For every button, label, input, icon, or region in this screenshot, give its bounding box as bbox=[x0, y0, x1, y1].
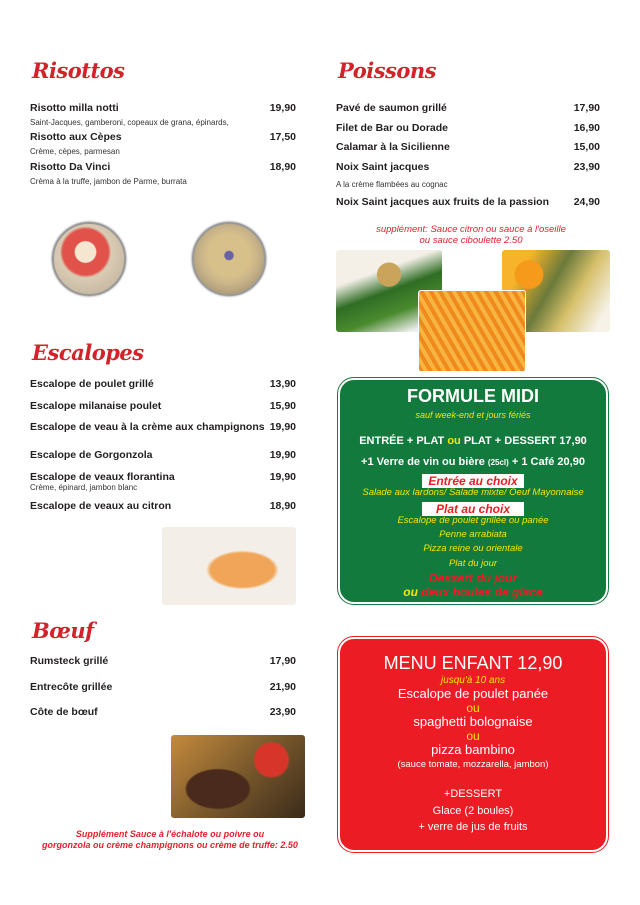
item-name: Noix Saint jacques bbox=[336, 161, 430, 173]
enfant-or: ou bbox=[466, 701, 480, 715]
menu-item bbox=[30, 378, 296, 390]
item-name: Pavé de saumon grillé bbox=[336, 102, 447, 114]
text: PLAT + DESSERT 17,90 bbox=[460, 435, 587, 447]
menu-item bbox=[30, 400, 296, 412]
item-price: 19,90 bbox=[269, 102, 296, 114]
heading-poissons: Poissons bbox=[338, 58, 436, 83]
enfant-glace: Glace (2 boules) bbox=[432, 805, 514, 817]
menu-item bbox=[30, 421, 296, 433]
item-name: Rumsteck grillé bbox=[30, 655, 109, 667]
item-name: Risotto milla notti bbox=[30, 102, 119, 114]
menu-item bbox=[30, 131, 296, 143]
text: Plat au choix bbox=[422, 502, 524, 516]
text: + 1 Café 20,90 bbox=[508, 456, 585, 468]
menu-item bbox=[336, 196, 600, 208]
menu-item bbox=[30, 161, 296, 173]
item-price: 15,00 bbox=[573, 141, 600, 153]
enfant-or: ou bbox=[466, 729, 480, 743]
risotto-photo-1 bbox=[52, 222, 126, 296]
item-price: 18,90 bbox=[269, 500, 296, 512]
supplement-line: Supplément Sauce à l'échalote ou poivre ou bbox=[75, 829, 265, 839]
item-desc: Saint-Jacques, gamberoni, copeaux de grana, épinards, bbox=[30, 118, 229, 127]
text: ou bbox=[403, 585, 418, 599]
plat-option: Penne arrabiata bbox=[439, 529, 507, 540]
plat-option: Escalope de poulet grillée ou panée bbox=[397, 515, 549, 526]
risotto-photo-2 bbox=[192, 222, 266, 296]
menu-item bbox=[30, 102, 296, 114]
menu-item bbox=[336, 102, 600, 114]
supplement-line: supplément: Sauce citron ou sauce à l'oseille bbox=[376, 224, 566, 235]
item-price: 17,90 bbox=[573, 102, 600, 114]
escalope-photo bbox=[162, 527, 296, 605]
supplement-line: ou sauce ciboulette 2.50 bbox=[419, 235, 523, 246]
item-name: Escalope de Gorgonzola bbox=[30, 449, 153, 461]
item-desc: Crèma à la truffe, jambon de Parme, burrata bbox=[30, 177, 187, 186]
text: ENTRÉE + PLAT bbox=[359, 435, 448, 447]
item-price: 23,90 bbox=[269, 706, 296, 718]
menu-item bbox=[30, 681, 296, 693]
heading-escalopes: Escalopes bbox=[32, 340, 144, 365]
item-name: Escalope milanaise poulet bbox=[30, 400, 162, 412]
item-name: Escalope de poulet grillé bbox=[30, 378, 154, 390]
enfant-choice: Escalope de poulet panée bbox=[397, 686, 549, 701]
enfant-choice: spaghetti bolognaise bbox=[413, 714, 533, 729]
formule-subtitle: sauf week-end et jours fériés bbox=[415, 410, 531, 420]
enfant-choice: pizza bambino bbox=[431, 742, 515, 757]
heading-risottos: Risottos bbox=[32, 58, 125, 83]
item-price: 13,90 bbox=[269, 378, 296, 390]
item-name: Escalope de veau à la crème aux champignons bbox=[30, 421, 265, 433]
item-price: 17,50 bbox=[269, 131, 296, 143]
text: Entrée au choix bbox=[422, 474, 523, 488]
item-price: 17,90 bbox=[269, 655, 296, 667]
plat-option: Plat du jour bbox=[448, 558, 498, 569]
menu-item bbox=[336, 122, 600, 134]
enfant-title: MENU ENFANT 12,90 bbox=[383, 653, 563, 673]
heading-boeuf: Bœuf bbox=[32, 618, 94, 643]
boeuf-supplement bbox=[20, 829, 320, 851]
item-name: Côte de bœuf bbox=[30, 706, 98, 718]
item-desc: Crème, épinard, jambon blanc bbox=[30, 483, 138, 492]
item-price: 19,90 bbox=[269, 471, 296, 483]
menu-item bbox=[30, 706, 296, 718]
item-desc: A la crème flambées au cognac bbox=[336, 180, 448, 189]
item-price: 21,90 bbox=[269, 681, 296, 693]
text: ou bbox=[447, 435, 461, 447]
formule-line-2 bbox=[340, 456, 606, 468]
item-price: 24,90 bbox=[573, 196, 600, 208]
menu-item bbox=[30, 471, 296, 483]
menu-item bbox=[30, 500, 296, 512]
fish-photo-2 bbox=[418, 290, 526, 372]
menu-item bbox=[336, 161, 600, 173]
formule-title: FORMULE MIDI bbox=[407, 386, 539, 406]
item-price: 19,90 bbox=[269, 449, 296, 461]
item-name: Entrecôte grillée bbox=[30, 681, 113, 693]
text: +1 Verre de vin ou bière bbox=[361, 456, 488, 468]
item-price: 16,90 bbox=[573, 122, 600, 134]
item-name: Calamar à la Sicilienne bbox=[336, 141, 450, 153]
poissons-supplement bbox=[336, 224, 606, 246]
enfant-choice-desc: (sauce tomate, mozzarella, jambon) bbox=[397, 759, 549, 770]
enfant-subtitle: jusqu'à 10 ans bbox=[440, 675, 506, 686]
item-name: Filet de Bar ou Dorade bbox=[336, 122, 449, 134]
dessert: Dessert du jour bbox=[428, 571, 518, 585]
menu-enfant-box bbox=[338, 637, 608, 852]
item-name: Risotto Da Vinci bbox=[30, 161, 111, 173]
item-price: 18,90 bbox=[269, 161, 296, 173]
item-name: Escalope de veaux au citron bbox=[30, 500, 172, 512]
item-name: Risotto aux Cèpes bbox=[30, 131, 122, 143]
item-price: 19,90 bbox=[269, 421, 296, 433]
menu-item bbox=[30, 449, 296, 461]
plat-option: Pizza reine ou orientale bbox=[423, 543, 523, 554]
text: deux boules de glace bbox=[417, 585, 543, 599]
item-name: Noix Saint jacques aux fruits de la passion bbox=[336, 196, 549, 208]
menu-item bbox=[336, 141, 600, 153]
item-price: 23,90 bbox=[573, 161, 600, 173]
item-desc: Crème, cèpes, parmesan bbox=[30, 147, 120, 156]
enfant-dessert: +DESSERT bbox=[443, 788, 503, 800]
text: (25cl) bbox=[487, 458, 509, 467]
formule-line-1 bbox=[340, 435, 606, 447]
menu-item bbox=[30, 655, 296, 667]
entrees: Salade aux lardons/ Salade mixte/ Oeuf Mayonnaise bbox=[362, 487, 584, 498]
item-price: 15,90 bbox=[269, 400, 296, 412]
enfant-drink: + verre de jus de fruits bbox=[418, 821, 528, 833]
supplement-line: gorgonzola ou crème champignons ou crème de truffe: 2.50 bbox=[42, 840, 298, 850]
dessert-alt bbox=[340, 585, 606, 599]
boeuf-photo bbox=[171, 735, 305, 818]
formule-midi-box bbox=[338, 378, 608, 604]
item-name: Escalope de veaux florantina bbox=[30, 471, 175, 483]
